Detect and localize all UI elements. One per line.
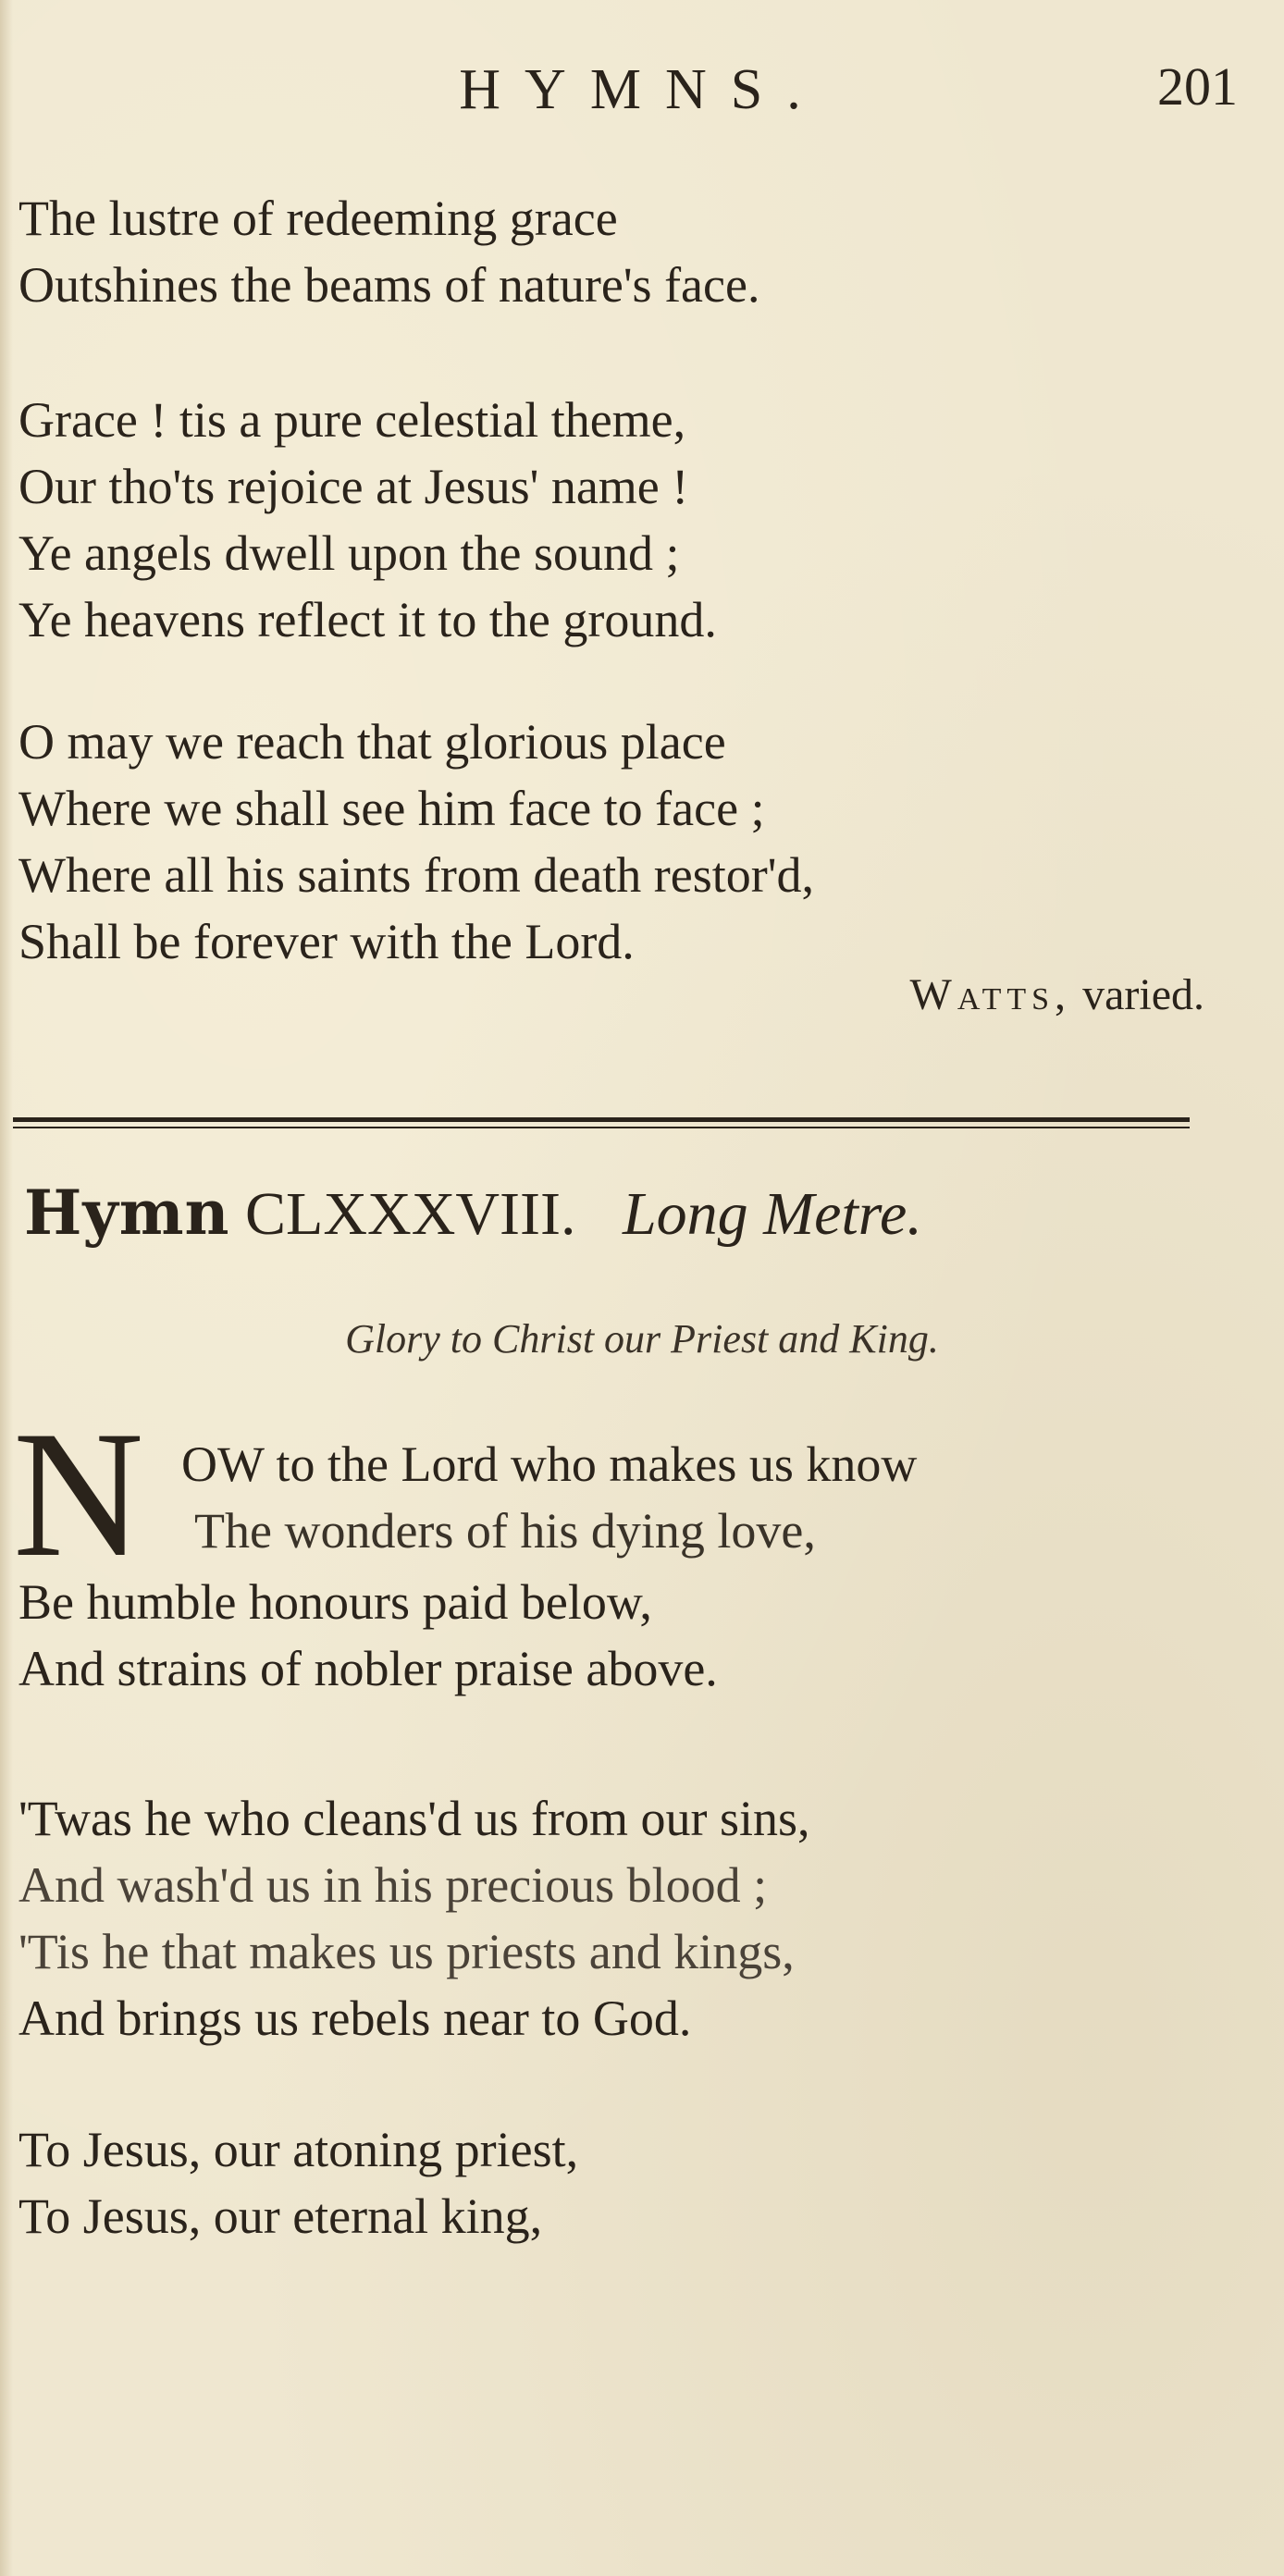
verse-line: Ye angels dwell upon the sound ; bbox=[19, 525, 680, 581]
hymn-meter: Long Metre. bbox=[622, 1180, 922, 1248]
page-number: 201 bbox=[1157, 56, 1238, 117]
running-head: HYMNS. bbox=[459, 58, 825, 121]
hymn-subtitle: Glory to Christ our Priest and King. bbox=[345, 1316, 939, 1362]
verse-line: Ye heavens reflect it to the ground. bbox=[19, 592, 717, 647]
verse-line: O may we reach that glorious place bbox=[19, 714, 726, 770]
verse-line: And strains of nobler praise above. bbox=[19, 1641, 718, 1696]
stanza-1 bbox=[19, 185, 759, 318]
verse-line: Our tho'ts rejoice at Jesus' name ! bbox=[19, 459, 689, 514]
verse-line: And brings us rebels near to God. bbox=[19, 1991, 692, 2046]
verse-line: OW to the Lord who makes us know bbox=[181, 1436, 918, 1492]
verse-line: Shall be forever with the Lord. bbox=[19, 914, 635, 969]
hymn-number: CLXXXVIII. bbox=[245, 1180, 576, 1248]
hymn-heading bbox=[24, 1177, 922, 1250]
section-rule-thick bbox=[13, 1117, 1190, 1122]
verse-line: Outshines the beams of nature's face. bbox=[19, 257, 760, 313]
verse-line: Where we shall see him face to face ; bbox=[19, 781, 765, 836]
stanza-2 bbox=[19, 387, 717, 653]
verse-line: 'Tis he that makes us priests and kings, bbox=[19, 1924, 795, 1979]
verse-line: To Jesus, our eternal king, bbox=[19, 2188, 543, 2244]
verse-line: 'Twas he who cleans'd us from our sins, bbox=[19, 1791, 810, 1846]
stanza-3 bbox=[19, 709, 814, 975]
drop-cap: N bbox=[13, 1394, 144, 1595]
attribution bbox=[910, 969, 1204, 1020]
page-gutter-shadow bbox=[0, 0, 13, 2576]
verse-line: To Jesus, our atoning priest, bbox=[19, 2122, 579, 2177]
hymn-label: Hymn bbox=[24, 1177, 230, 1249]
verse-line: Where all his saints from death restor'd, bbox=[19, 847, 814, 903]
attribution-note: varied. bbox=[1082, 970, 1204, 1019]
verse-line: The wonders of his dying love, bbox=[194, 1503, 816, 1559]
hymn-stanza-2 bbox=[19, 1785, 810, 2052]
verse-line: The lustre of redeeming grace bbox=[19, 191, 618, 246]
hymn-stanza-1-rest bbox=[19, 1569, 718, 1702]
hymn-stanza-3 bbox=[19, 2116, 578, 2249]
verse-line: Be humble honours paid below, bbox=[19, 1574, 652, 1630]
verse-line: Grace ! tis a pure celestial theme, bbox=[19, 392, 686, 448]
attribution-author: Watts, bbox=[909, 970, 1072, 1019]
section-rule-thin bbox=[13, 1127, 1190, 1128]
verse-line: And wash'd us in his precious blood ; bbox=[19, 1857, 768, 1913]
